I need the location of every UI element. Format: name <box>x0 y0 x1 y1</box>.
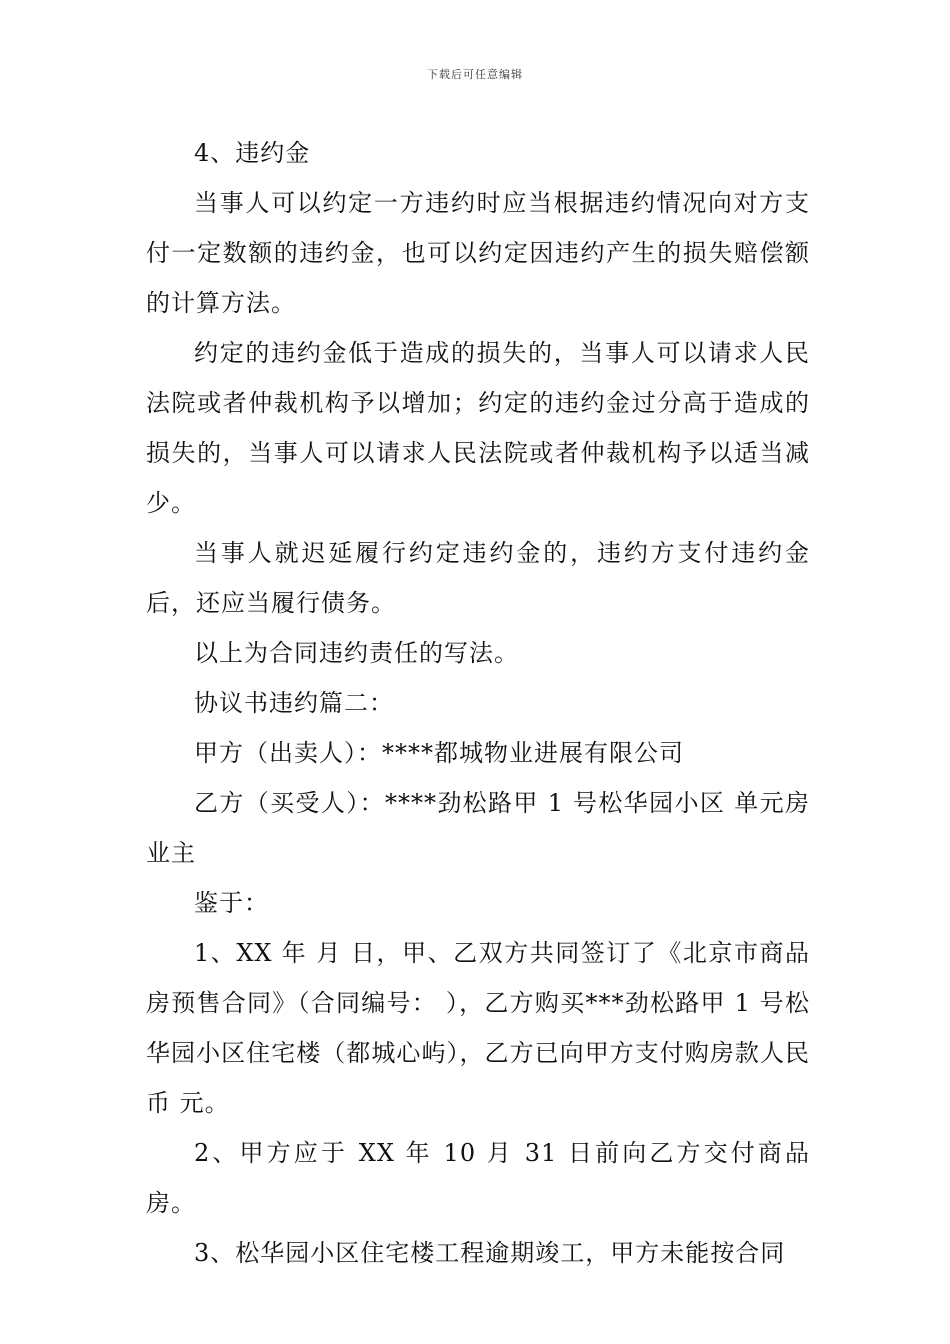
paragraph-4: 以上为合同违约责任的写法。 <box>194 639 519 667</box>
clause-2: 2、甲方应于 XX 年 10 月 31 日前向乙方交付商品房。 <box>146 1139 810 1217</box>
section-heading-part-two: 协议书违约篇二： <box>194 689 394 717</box>
whereas-heading: 鉴于： <box>194 889 269 917</box>
party-a: 甲方（出卖人）：****都城物业进展有限公司 <box>194 739 684 767</box>
page-header: 下载后可任意编辑 <box>427 68 523 81</box>
paragraph-1: 当事人可以约定一方违约时应当根据违约情况向对方支付一定数额的违约金，也可以约定因违约产生的损失赔偿额的计算方法。 <box>146 189 810 317</box>
section-heading-liquidated-damages: 4、违约金 <box>194 139 311 167</box>
paragraph-2: 约定的违约金低于造成的损失的，当事人可以请求人民法院或者仲裁机构予以增加；约定的违约金过分高于造成的损失的，当事人可以请求人民法院或者仲裁机构予以适当减少。 <box>146 339 810 517</box>
clause-1: 1、XX 年 月 日，甲、乙双方共同签订了《北京市商品房预售合同》（合同编号： ），乙方购买***劲松路甲 1 号松华园小区住宅楼（都城心屿），乙方已向甲方支付购房款人民币 元。 <box>146 939 810 1117</box>
paragraph-3: 当事人就迟延履行约定违约金的，违约方支付违约金后，还应当履行债务。 <box>146 539 810 617</box>
clause-3: 3、松华园小区住宅楼工程逾期竣工，甲方未能按合同 <box>194 1239 786 1267</box>
party-b: 乙方（买受人）：****劲松路甲 1 号松华园小区 单元房业主 <box>146 789 810 867</box>
document-body <box>146 128 810 1278</box>
